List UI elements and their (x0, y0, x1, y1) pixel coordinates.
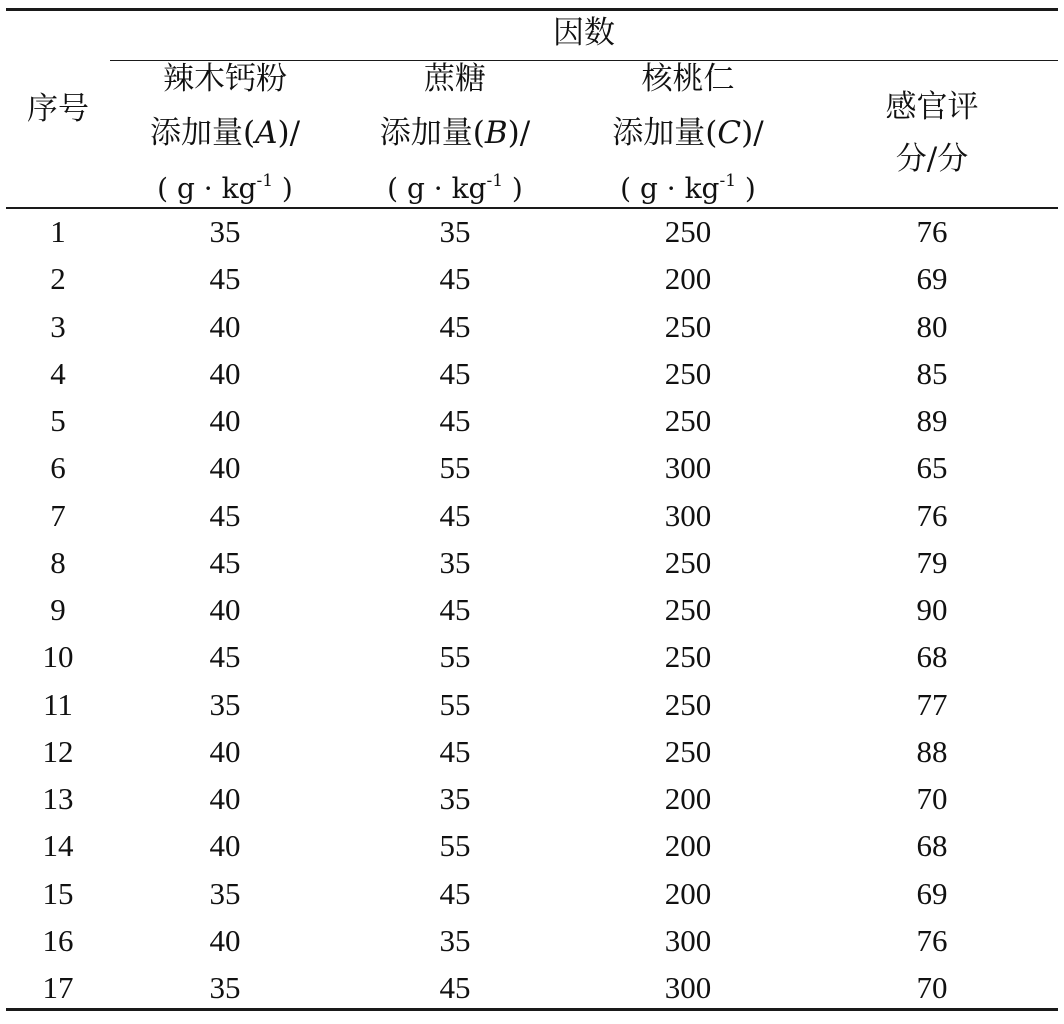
header-index: 序号 (27, 91, 89, 127)
cell-a: 40 (209, 592, 241, 627)
cell-c: 250 (664, 403, 712, 438)
cell-a: 45 (209, 639, 241, 675)
cell-c: 200 (664, 261, 712, 297)
row-index: 13 (42, 781, 74, 816)
cell-score: 85 (916, 355, 948, 391)
cell-c: 250 (664, 592, 712, 627)
cell-b: 55 (439, 639, 471, 675)
cell-a: 45 (209, 497, 241, 533)
cell-score: 69 (916, 875, 948, 911)
cell-c: 300 (664, 922, 712, 958)
cell-c: 250 (664, 639, 712, 675)
header-col-a-amount: 添加量(A)/ (149, 115, 301, 151)
cell-a: 35 (209, 875, 241, 911)
cell-a: 40 (209, 733, 241, 769)
cell-a: 35 (209, 970, 241, 1005)
cell-score: 76 (916, 922, 948, 958)
row-index: 16 (42, 922, 74, 958)
cell-c: 200 (664, 828, 712, 864)
cell-b: 35 (439, 214, 471, 249)
cell-a: 45 (209, 544, 241, 580)
cell-score: 65 (916, 450, 948, 486)
cell-b: 45 (439, 592, 471, 627)
cell-score: 68 (916, 828, 948, 864)
row-index: 11 (43, 686, 73, 722)
cell-score: 79 (916, 544, 948, 580)
cell-b: 45 (439, 970, 471, 1005)
header-col-b-unit: ( $g \cdot kg^{-1}$ ) (387, 171, 523, 205)
header-col-b-name: 蔗糖 (424, 61, 486, 97)
cell-b: 45 (439, 261, 471, 297)
row-index: 3 (50, 308, 66, 344)
row-index: 6 (50, 450, 66, 486)
cell-b: 45 (439, 355, 471, 391)
cell-b: 45 (439, 875, 471, 911)
row-index: 10 (42, 639, 74, 675)
row-index: 2 (50, 261, 66, 297)
header-score-line2: 分/分 (895, 141, 969, 177)
cell-b: 55 (439, 450, 471, 486)
cell-a: 40 (209, 403, 241, 438)
row-index: 8 (50, 544, 66, 580)
table-top-rule (6, 8, 1058, 11)
header-score-line1: 感官评 (885, 89, 979, 125)
cell-c: 250 (664, 308, 712, 344)
cell-a: 40 (209, 450, 241, 486)
cell-c: 200 (664, 875, 712, 911)
cell-c: 300 (664, 450, 712, 486)
row-index: 17 (42, 970, 74, 1005)
cell-b: 45 (439, 497, 471, 533)
row-index: 1 (50, 214, 66, 249)
cell-score: 76 (916, 497, 948, 533)
cell-b: 45 (439, 733, 471, 769)
cell-score: 70 (916, 781, 948, 816)
table-header-rule (6, 207, 1058, 209)
row-index: 5 (50, 403, 66, 438)
cell-score: 89 (916, 403, 948, 438)
header-factor-group: 因数 (553, 15, 615, 51)
header-col-b-amount: 添加量(B)/ (379, 115, 531, 151)
row-index: 14 (42, 828, 74, 864)
header-col-c-name: 核桃仁 (641, 61, 735, 97)
row-index: 15 (42, 875, 74, 911)
cell-c: 300 (664, 970, 712, 1005)
header-col-a-unit: ( $g \cdot kg^{-1}$ ) (157, 171, 293, 205)
cell-score: 90 (916, 592, 948, 627)
cell-b: 45 (439, 403, 471, 438)
cell-c: 200 (664, 781, 712, 816)
cell-b: 35 (439, 922, 471, 958)
cell-a: 40 (209, 781, 241, 816)
cell-c: 250 (664, 355, 712, 391)
table-bottom-rule (6, 1008, 1058, 1011)
cell-a: 40 (209, 828, 241, 864)
cell-score: 68 (916, 639, 948, 675)
cell-a: 35 (209, 686, 241, 722)
row-index: 9 (50, 592, 66, 627)
row-index: 4 (50, 355, 66, 391)
row-index: 7 (50, 497, 66, 533)
cell-b: 55 (439, 686, 471, 722)
cell-b: 35 (439, 781, 471, 816)
cell-c: 250 (664, 544, 712, 580)
cell-c: 300 (664, 497, 712, 533)
row-index: 12 (42, 733, 74, 769)
cell-score: 76 (916, 214, 948, 249)
cell-a: 40 (209, 308, 241, 344)
cell-a: 40 (209, 355, 241, 391)
cell-b: 45 (439, 308, 471, 344)
cell-score: 77 (916, 686, 948, 722)
cell-a: 35 (209, 214, 241, 249)
cell-score: 88 (916, 733, 948, 769)
cell-score: 80 (916, 308, 948, 344)
header-col-c-unit: ( $g \cdot kg^{-1}$ ) (620, 171, 756, 205)
cell-a: 40 (209, 922, 241, 958)
cell-a: 45 (209, 261, 241, 297)
header-col-a-name: 辣木钙粉 (163, 61, 287, 97)
cell-score: 69 (916, 261, 948, 297)
cell-b: 35 (439, 544, 471, 580)
cell-b: 55 (439, 828, 471, 864)
cell-c: 250 (664, 686, 712, 722)
header-col-c-amount: 添加量(C)/ (612, 115, 764, 151)
cell-c: 250 (664, 214, 712, 249)
cell-c: 250 (664, 733, 712, 769)
cell-score: 70 (916, 970, 948, 1005)
